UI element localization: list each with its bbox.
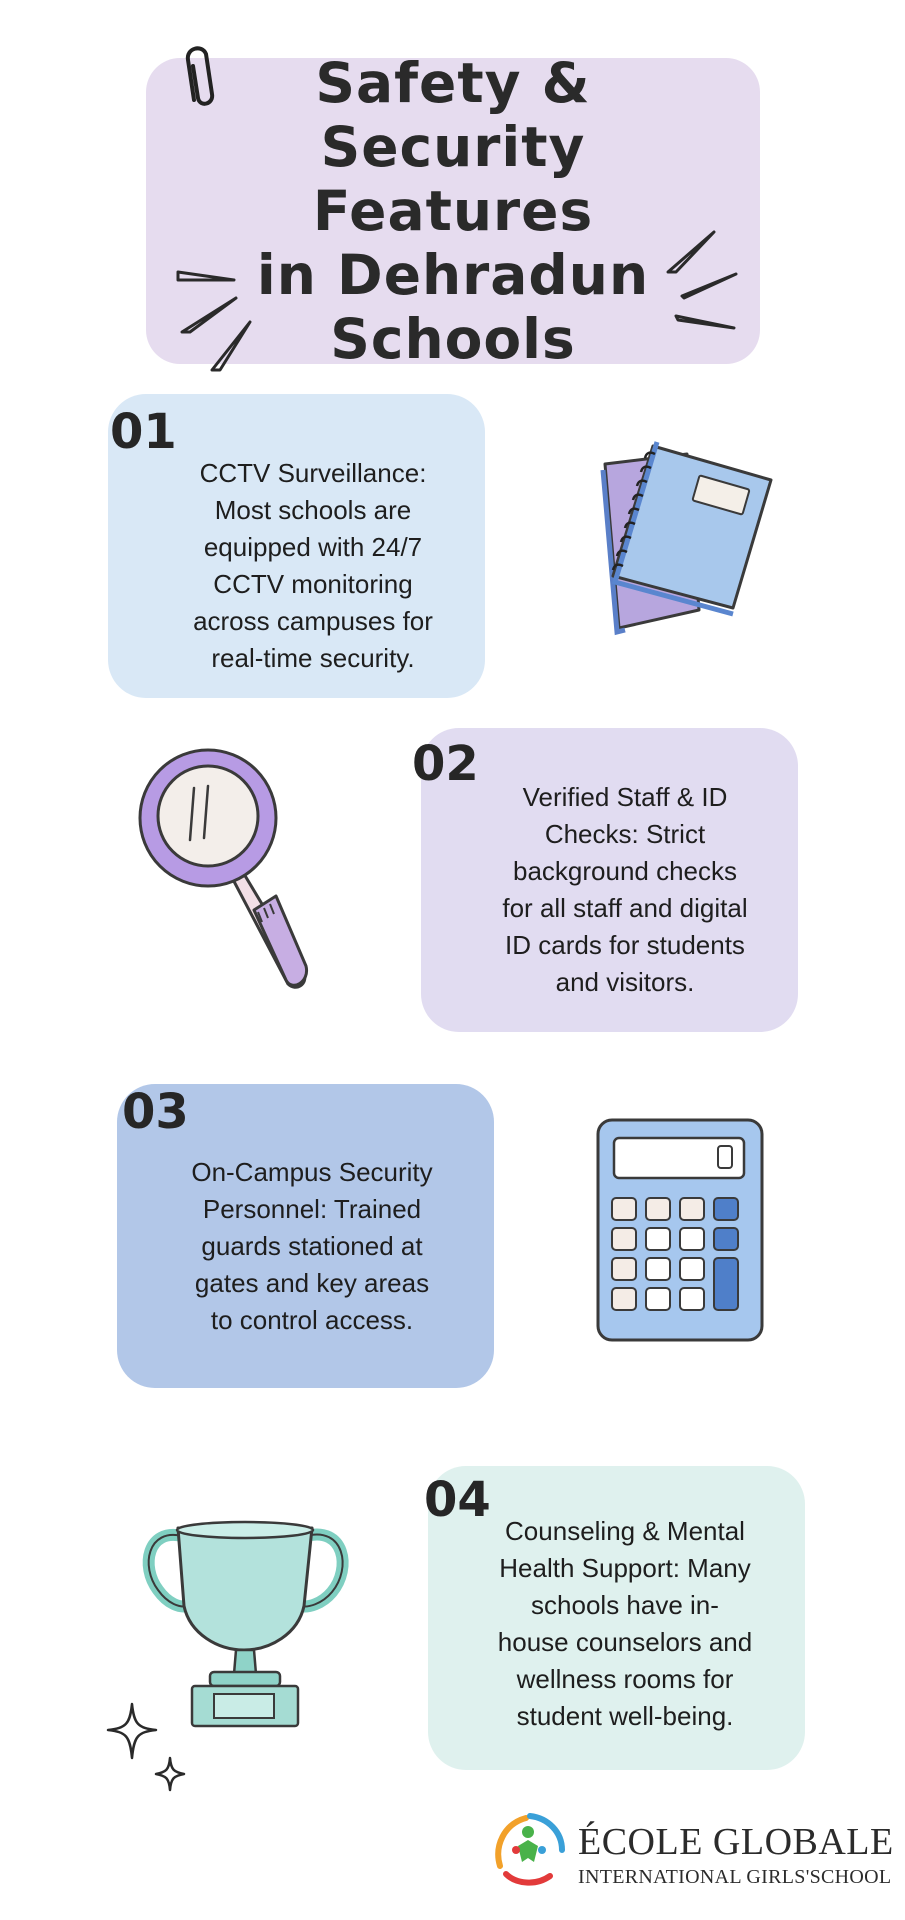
burst-lines-right-icon — [662, 226, 744, 338]
feature-text-2: Verified Staff & ID Checks: Strict background checks for all staff and digital ID cards for students and visitors. — [502, 782, 748, 997]
calculator-icon — [590, 1114, 770, 1344]
feature-text-3: On-Campus Security Personnel: Trained guards stationed at gates and key areas to control access. — [191, 1157, 433, 1335]
logo-name: ÉCOLE GLOBALE — [578, 1821, 894, 1863]
feature-text-4: Counseling & Mental Health Support: Many schools have in- house counselors and wellness rooms for student well-being. — [497, 1516, 753, 1731]
notebooks-icon — [575, 432, 775, 642]
logo-emblem-icon — [490, 1810, 568, 1890]
sparkle-icon — [104, 1700, 194, 1800]
feature-number-3: 03 — [122, 1084, 189, 1140]
logo-subtitle: INTERNATIONAL GIRLS'SCHOOL — [578, 1866, 892, 1888]
burst-lines-left-icon — [172, 266, 262, 378]
page-title: Safety & Security Features in Dehradun Schools — [256, 51, 650, 371]
magnifying-glass-icon — [136, 746, 316, 996]
feature-number-1: 01 — [110, 404, 177, 460]
paperclip-icon — [180, 42, 224, 114]
feature-number-2: 02 — [412, 736, 479, 792]
feature-number-4: 04 — [424, 1472, 491, 1528]
feature-text-1: CCTV Surveillance: Most schools are equipped with 24/7 CCTV monitoring across campuses for real-time security. — [193, 458, 433, 673]
